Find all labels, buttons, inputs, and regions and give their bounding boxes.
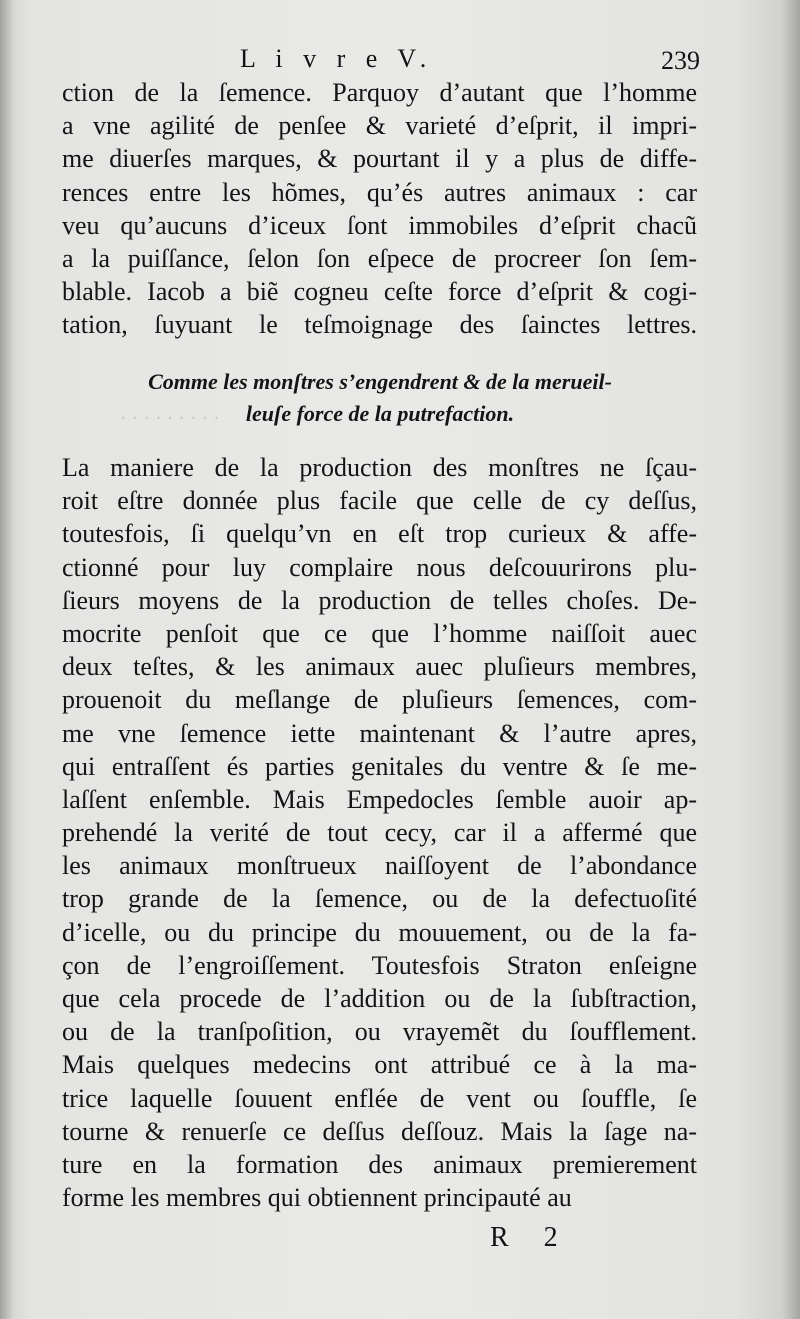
text-line: Mais quelques medecins ont attribué ce à la ma-	[62, 1050, 697, 1080]
paragraph-2	[62, 451, 697, 1214]
page-number: 239	[661, 46, 700, 75]
text-line: a la puiſſance, ſelon ſon eſpece de procreer ſon ſem-	[62, 243, 697, 273]
running-title: L i v r e V.	[240, 44, 434, 73]
section-heading	[60, 366, 700, 430]
text-line: trice laquelle ſouuent enflée de vent ou ſouffle, ſe	[62, 1083, 697, 1113]
text-line: deux teſtes, & les animaux auec pluſieurs membres,	[62, 652, 697, 682]
text-line: La maniere de la production des monſtres ne ſçau-	[62, 453, 697, 482]
text-line: çon de l’engroiſſement. Toutesfois Straton enſeigne	[62, 950, 697, 980]
text-line: ction de la ſemence. Parquoy d’autant que l’homme	[62, 78, 697, 107]
paragraph-1	[62, 76, 697, 342]
text-line: ctionné pour luy complaire nous deſcouurirons plu-	[62, 552, 697, 582]
text-line: me vne ſemence iette maintenant & l’autre apres,	[62, 718, 697, 748]
text-line: laſſent enſemble. Mais Empedocles ſemble auoir ap-	[62, 784, 697, 814]
text-line: d’icelle, ou du principe du mouuement, ou de la fa-	[62, 917, 697, 947]
bleed-through-text: · · · · · · · · ·	[120, 406, 220, 428]
text-line: prehendé la verité de tout cecy, car il a affermé que	[62, 818, 697, 848]
text-line: me diuerſes marques, & pourtant il y a plus de diffe-	[62, 144, 697, 174]
text-line: trop grande de la ſemence, ou de la defectuoſité	[62, 884, 697, 914]
signature-mark: R 2	[490, 1222, 572, 1253]
text-line: qui entraſſent és parties genitales du ventre & ſe me-	[62, 751, 697, 781]
text-line: roit eſtre donnée plus facile que celle de cy deſſus,	[62, 486, 697, 516]
heading-line: leuſe force de la putrefaction.	[245, 401, 515, 426]
text-line: forme les membres qui obtiennent principauté au	[62, 1183, 572, 1213]
text-line: tation, ſuyuant le teſmoignage des ſainctes lettres.	[62, 310, 697, 340]
text-line: mocrite penſoit que ce que l’homme naiſſoit auec	[62, 618, 697, 648]
text-line: ou de la tranſpoſition, ou vrayemẽt du ſoufflement.	[62, 1017, 697, 1047]
text-line: prouenoit du meſlange de pluſieurs ſemences, com-	[62, 685, 697, 715]
text-line: les animaux monſtrueux naiſſoyent de l’abondance	[62, 851, 697, 881]
text-line: rences entre les hõmes, qu’és autres animaux : car	[62, 177, 697, 207]
page-edge-shadow	[782, 0, 800, 1319]
text-line: veu qu’aucuns d’iceux ſont immobiles d’eſprit chacũ	[62, 210, 697, 240]
page-gutter-shadow	[0, 0, 14, 1319]
text-line: que cela procede de l’addition ou de la ſubſtraction,	[62, 984, 697, 1013]
text-line: blable. Iacob a biẽ cogneu ceſte force d’eſprit & cogi-	[62, 277, 697, 307]
text-line: toutesfois, ſi quelqu’vn en eſt trop curieux & affe-	[62, 519, 697, 549]
heading-line: Comme les monſtres s’engendrent & de la merueil-	[148, 369, 612, 394]
text-line: ſieurs moyens de la production de telles choſes. De-	[62, 585, 697, 615]
text-line: tourne & renuerſe ce deſſus deſſouz. Mais la ſage na-	[62, 1116, 697, 1146]
text-line: a vne agilité de penſee & varieté d’eſprit, il impri-	[62, 111, 697, 141]
text-line: ture en la formation des animaux premierement	[62, 1149, 697, 1179]
